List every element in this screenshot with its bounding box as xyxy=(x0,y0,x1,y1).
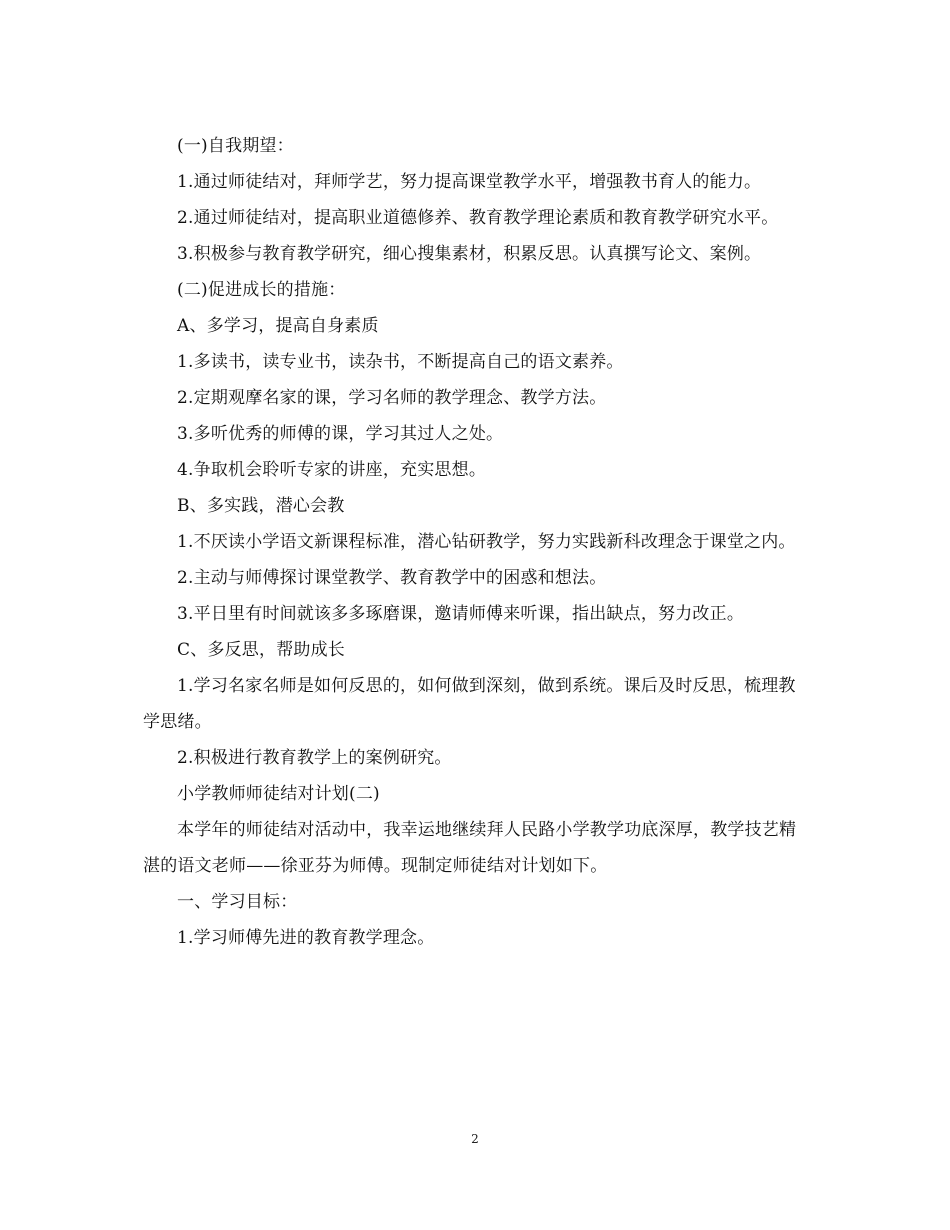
paragraph-a-item-2: 2.定期观摩名家的课，学习名师的教学理念、教学方法。 xyxy=(177,388,607,408)
paragraph-plan-two-intro: 本学年的师徒结对活动中，我幸运地继续拜人民路小学教学功底深厚，教学技艺精湛的语文老师——徐亚芬为师傅。现制定师徒结对计划如下。 xyxy=(143,820,797,876)
paragraph-growth-measures-heading: (二)促进成长的措施： xyxy=(177,280,346,300)
document-body xyxy=(143,128,808,956)
paragraph-section-b-heading: B、多实践，潜心会教 xyxy=(177,496,345,516)
paragraph-expectation-1: 1.通过师徒结对，拜师学艺，努力提高课堂教学水平，增强教书育人的能力。 xyxy=(177,172,762,192)
paragraph-plan-two-title: 小学教师师徒结对计划(二) xyxy=(177,784,380,804)
paragraph-a-item-4: 4.争取机会聆听专家的讲座，充实思想。 xyxy=(177,460,487,480)
page-number: 2 xyxy=(471,1132,479,1146)
paragraph-self-expectation-heading: (一)自我期望： xyxy=(177,136,294,156)
paragraph-learning-goals-heading: 一、学习目标： xyxy=(177,892,298,912)
paragraph-a-item-3: 3.多听优秀的师傅的课，学习其过人之处。 xyxy=(177,424,504,444)
paragraph-b-item-2: 2.主动与师傅探讨课堂教学、教育教学中的困惑和想法。 xyxy=(177,568,607,588)
paragraph-b-item-3: 3.平日里有时间就该多多琢磨课，邀请师傅来听课，指出缺点，努力改正。 xyxy=(177,604,745,624)
paragraph-b-item-1: 1.不厌读小学语文新课程标准，潜心钻研教学，努力实践新科改理念于课堂之内。 xyxy=(177,532,796,552)
paragraph-c-item-2: 2.积极进行教育教学上的案例研究。 xyxy=(177,748,452,768)
paragraph-section-a-heading: A、多学习，提高自身素质 xyxy=(177,316,379,336)
paragraph-expectation-2: 2.通过师徒结对，提高职业道德修养、教育教学理论素质和教育教学研究水平。 xyxy=(177,208,779,228)
paragraph-expectation-3: 3.积极参与教育教学研究，细心搜集素材，积累反思。认真撰写论文、案例。 xyxy=(177,244,762,264)
paragraph-c-item-1: 1.学习名家名师是如何反思的，如何做到深刻，做到系统。课后及时反思，梳理教学思绪。 xyxy=(143,676,796,732)
paragraph-section-c-heading: C、多反思，帮助成长 xyxy=(177,640,346,660)
paragraph-learning-goal-1: 1.学习师傅先进的教育教学理念。 xyxy=(177,928,435,948)
paragraph-a-item-1: 1.多读书，读专业书，读杂书，不断提高自己的语文素养。 xyxy=(177,352,624,372)
